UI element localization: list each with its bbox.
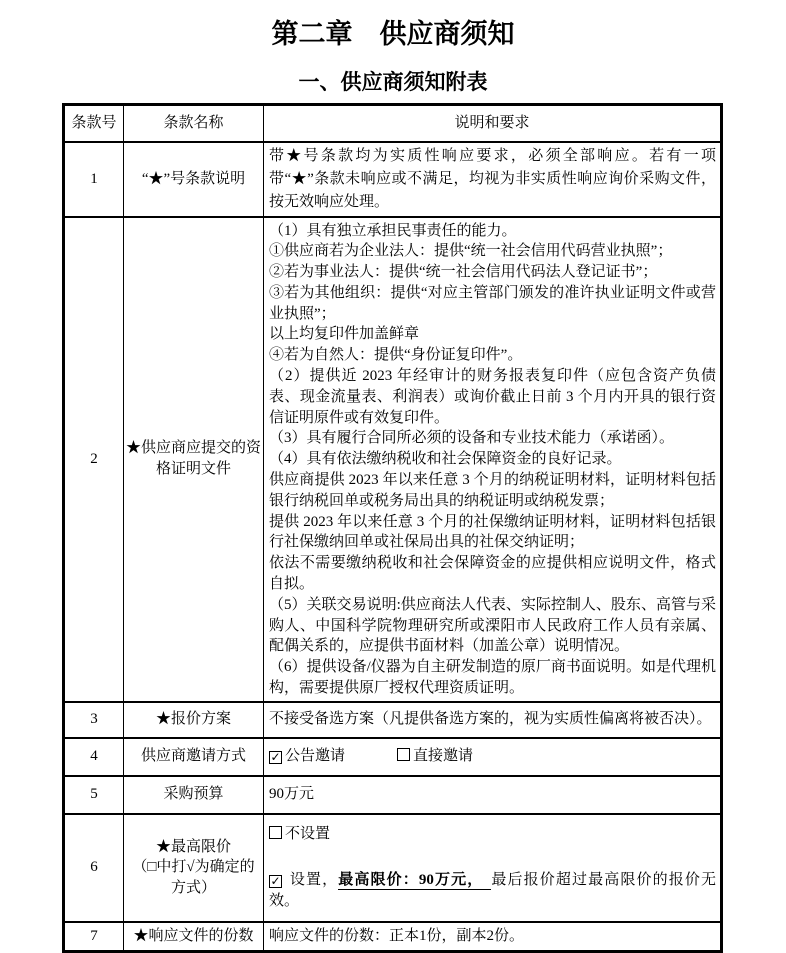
underlined-text: 最高限价：90万元，	[338, 872, 491, 890]
clause-name	[124, 776, 264, 814]
text-segment: （2）提供近 2023 年经审计的财务报表复印件（应包含资产负债表、现金流量表、利润表）或询价截止日前 3 个月内开具的银行资信证明原件或有效复印件。	[269, 368, 716, 426]
content-paragraph	[269, 470, 716, 512]
text-segment: 带★号条款均为实质性响应要求，必须全部响应。若有一项带“★”条款未响应或不满足，均视为非实质性响应询价采购文件，按无效响应处理。	[269, 147, 716, 210]
clause-number: 1	[64, 142, 124, 217]
table-row	[64, 142, 722, 217]
table-header-row	[64, 105, 722, 142]
clause-number: 7	[64, 922, 124, 952]
text-segment: （6）提供设备/仪器为自主研发制造的原厂商书面说明。如是代理机构，需要提供原厂授权代理资质证明。	[269, 659, 716, 697]
content-paragraph	[269, 345, 716, 366]
clause-name	[124, 702, 264, 738]
column-header-description: 说明和要求	[264, 105, 722, 142]
checkbox-announcement-invitation[interactable]	[269, 751, 282, 764]
content-paragraph	[269, 449, 716, 470]
clause-number: 6	[64, 814, 124, 922]
text-segment: 供应商提供 2023 年以来任意 3 个月的纳税证明材料，证明材料包括银行纳税回单或税务局出具的纳税证明或纳税发票；	[269, 472, 716, 509]
content-paragraph	[269, 553, 716, 595]
table-row	[64, 776, 722, 814]
table-row	[64, 922, 722, 952]
text-segment: 响应文件的份数：正本1份，副本2份。	[269, 928, 525, 945]
table-row	[64, 814, 722, 922]
text-segment: 不设置	[285, 826, 331, 843]
clause-number: 2	[64, 217, 124, 702]
column-header-clause-no: 条款号	[64, 105, 124, 142]
clause-content	[264, 217, 722, 702]
clause-number: 4	[64, 738, 124, 776]
text-segment: ②若为事业法人：提供“统一社会信用代码法人登记证书”；	[269, 264, 658, 281]
clause-name-line: ★报价方案	[155, 711, 231, 728]
text-segment: ③若为其他组织：提供“对应主管部门颁发的准许执业证明文件或营业执照”；	[269, 284, 716, 322]
content-paragraph	[269, 657, 716, 699]
clause-content	[264, 814, 722, 922]
text-segment: 公告邀请	[285, 748, 346, 765]
content-paragraph	[269, 709, 716, 730]
text-segment: （1）具有独立承担民事责任的能力。	[269, 222, 517, 239]
content-paragraph	[269, 746, 716, 767]
clause-name	[124, 142, 264, 217]
clause-name-line: （□中打√为确定的方式）	[132, 859, 255, 897]
content-paragraph	[269, 595, 716, 657]
checkbox-direct-invitation[interactable]	[397, 748, 410, 761]
text-segment: ④若为自然人：提供“身份证复印件”。	[269, 347, 523, 364]
table-row	[64, 738, 722, 776]
checkbox-max-price-set[interactable]	[269, 875, 282, 888]
content-paragraph	[269, 824, 716, 845]
column-header-clause-name: 条款名称	[124, 105, 264, 142]
table-row	[64, 702, 722, 738]
text-segment: ①供应商若为企业法人：提供“统一社会信用代码营业执照”；	[269, 243, 673, 260]
content-paragraph	[269, 145, 716, 214]
clause-content	[264, 702, 722, 738]
clause-content	[264, 738, 722, 776]
text-segment: （3）具有履行合同所必须的设备和专业技术能力（承诺函）。	[269, 430, 675, 447]
text-segment: 最后报价超过最高限价的报价无效。	[269, 871, 716, 909]
text-segment: 直接邀请	[413, 748, 474, 765]
clause-number: 3	[64, 702, 124, 738]
chapter-title: 第二章 供应商须知	[271, 19, 515, 49]
table-row	[64, 217, 722, 702]
content-paragraph	[269, 283, 716, 325]
content-paragraph	[269, 870, 716, 912]
text-segment: 不接受备选方案（凡提供备选方案的，视为实质性偏离将被否决）。	[269, 711, 712, 728]
clause-name	[124, 814, 264, 922]
text-segment: （5）关联交易说明:供应商法人代表、实际控制人、股东、高管与采购人、中国科学院物理研究所或溧阳市人民政府工作人员有亲属、配偶关系的，应提供书面材料（加盖公章）说明情况。	[269, 596, 716, 655]
content-paragraph	[269, 926, 716, 947]
supplier-notice-table	[62, 103, 723, 953]
content-paragraph	[269, 262, 716, 283]
content-paragraph	[269, 241, 716, 262]
clause-number: 5	[64, 776, 124, 814]
content-paragraph	[269, 324, 716, 345]
clause-name-line: ★最高限价	[155, 838, 231, 855]
clause-name-line: 采购预算	[163, 786, 224, 803]
text-segment: 提供 2023 年以来任意 3 个月的社保缴纳证明材料，证明材料包括银行社保缴纳回单或社保局出具的社保交纳证明；	[269, 513, 716, 551]
clause-name-line: 供应商邀请方式	[140, 748, 246, 765]
checkbox-max-price-not-set[interactable]	[269, 826, 282, 839]
clause-name-line: ★响应文件的份数	[133, 928, 254, 945]
clause-content	[264, 922, 722, 952]
clause-name	[124, 217, 264, 702]
table-body	[64, 142, 722, 952]
clause-name-line: “★”号条款说明	[141, 170, 246, 187]
text-segment: 以上均复印件加盖鲜章	[269, 326, 420, 343]
content-paragraph	[269, 221, 716, 242]
clause-name-line: ★供应商应提交的资格证明文件	[126, 440, 262, 478]
text-segment: 依法不需要缴纳税收和社会保障资金的应提供相应说明文件，格式自拟。	[269, 555, 716, 593]
clause-content	[264, 142, 722, 217]
text-segment: 设置，	[285, 871, 339, 888]
section-title: 一、供应商须知附表	[298, 71, 488, 94]
clause-content	[264, 776, 722, 814]
content-paragraph	[269, 366, 716, 428]
clause-name	[124, 922, 264, 952]
clause-name	[124, 738, 264, 776]
content-paragraph	[269, 512, 716, 554]
content-paragraph	[269, 428, 716, 449]
text-segment: （4）具有依法缴纳税收和社会保障资金的良好记录。	[269, 451, 622, 468]
content-paragraph	[269, 784, 716, 805]
text-segment: 90万元	[269, 786, 315, 803]
